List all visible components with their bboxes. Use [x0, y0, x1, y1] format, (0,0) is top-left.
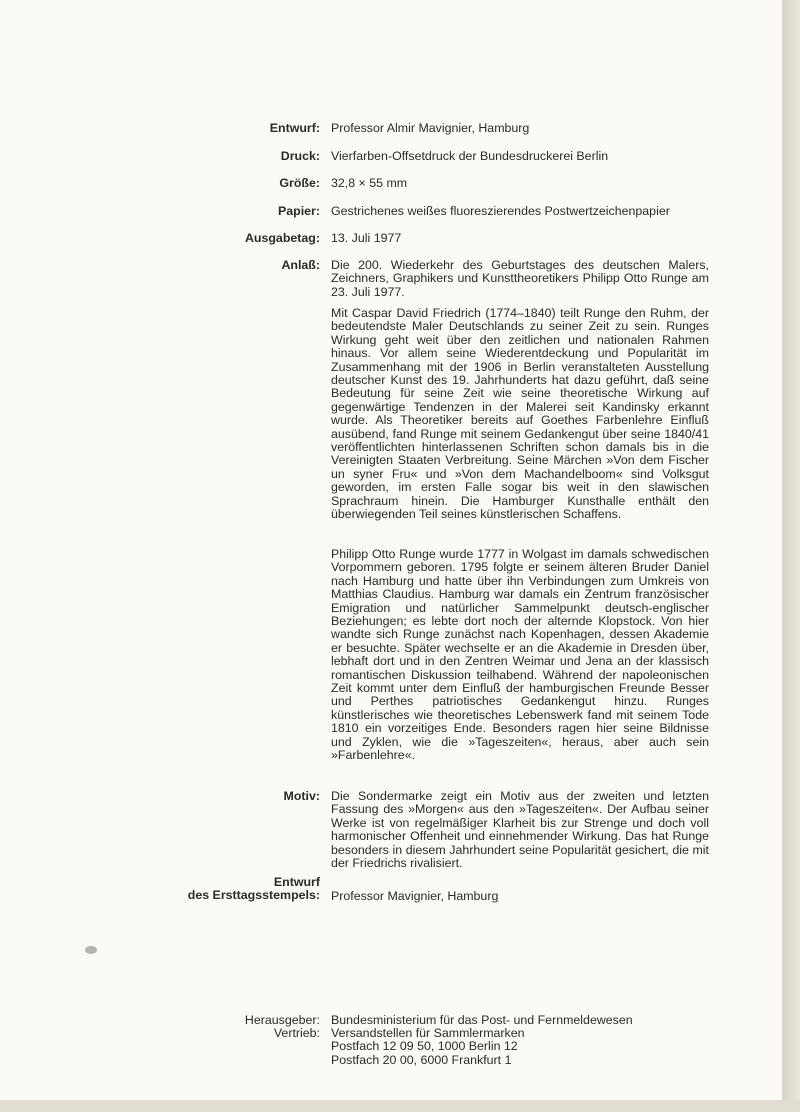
- footer-line: Postfach 12 09 50, 1000 Berlin 12: [331, 1039, 518, 1054]
- anlass-paragraph-1: Die 200. Wiederkehr des Geburtstages des deutschen Malers, Zeichners, Graphikers und Kunsttheoretikers Philipp Otto Runge am 23. Juli 1977.: [331, 258, 709, 299]
- field-label: Entwurf:: [269, 121, 320, 135]
- field-value: Professor Mavignier, Hamburg: [331, 889, 499, 903]
- ink-blot: [85, 946, 97, 954]
- footer-value: [331, 1027, 751, 1067]
- page-edge-right: [782, 0, 800, 1112]
- field-label-line1: Entwurf: [273, 875, 320, 889]
- field-value: Vierfarben-Offsetdruck der Bundesdruckerei Berlin: [331, 149, 609, 163]
- footer-line: Versandstellen für Sammlermarken: [331, 1026, 525, 1040]
- field-label: Motiv:: [283, 789, 320, 803]
- footer-value: Bundesministerium für das Post- und Fernmeldewesen: [331, 1013, 633, 1027]
- anlass-paragraph-2: Mit Caspar David Friedrich (1774–1840) teilt Runge den Ruhm, der bedeutendste Maler Deutschlands zu seiner Zeit zu sein. Runges Wirkung geht weit über den zeitlichen und nationalen Rahmen hinaus. Vor allem seine Wiederentdeckung und Popularität im Zusammenhang mit der 1906 in Berlin veranstalteten Ausstellung deutscher Kunst des 19. Jahrhunderts hat dazu geführt, daß seine Bedeutung für seine Zeit wie seine theoretische Wirkung auf gegenwärtige Tendenzen in der Malerei seit Kandinsky erkannt wurde. Als Theoretiker bereits auf Goethes Farbenlehre Einfluß ausübend, fand Runge mit seinem Gedankengut über seine 1840/41 veröffentlichten hinterlassenen Schriften schon damals bis in die Vereinigten Staaten Verbreitung. Seine Märchen »Von dem Fischer un syner Fru« und »Von dem Machandelboom« sind Volksgut geworden, im ersten Falle sogar bis weit in den slawischen Sprachraum hinein. Die Hamburger Kunsthalle enthält den überwiegenden Teil seines künstlerischen Schaffens.: [331, 306, 709, 522]
- footer-label: Vertrieb:: [273, 1026, 320, 1040]
- field-label: Ausgabetag:: [244, 231, 320, 245]
- field-value: Gestrichenes weißes fluoreszierendes Postwertzeichenpapier: [331, 204, 670, 218]
- field-value: Professor Almir Mavignier, Hamburg: [331, 121, 530, 135]
- field-value: 13. Juli 1977: [331, 231, 402, 245]
- footer-label: Herausgeber:: [244, 1013, 320, 1027]
- motiv-paragraph: Die Sondermarke zeigt ein Motiv aus der zweiten und letzten Fassung des »Morgen« aus den »Tageszeiten«. Der Aufbau seiner Werke ist von regelmäßiger Klarheit bis zur Strenge und doch voll harmonischer Offenheit und einnehmender Wirkung. Das hat Runge besonders in diesem Jahrhundert seine Popularität gesichert, die mit der Friedrichs rivalisiert.: [331, 789, 709, 871]
- field-label: Anlaß:: [281, 258, 320, 272]
- page-edge-bottom: [0, 1100, 800, 1112]
- field-label: Druck:: [280, 149, 320, 163]
- anlass-paragraph-3: Philipp Otto Runge wurde 1777 in Wolgast im damals schwedischen Vorpommern geboren. 1795 folgte er seinem älteren Bruder Daniel nach Hamburg und hatte über ihn Verbindungen zum Umkreis von Matthias Claudius. Hamburg war damals ein Zentrum französischer Emigration und natürlicher Sammelpunkt deutsch-englischer Beziehungen; es lebte dort noch der alternde Klopstock. Von hier wandte sich Runge zunächst nach Kopenhagen, dessen Akademie er besuchte. Später wechselte er an die Akademie in Dresden über, lebhaft dort und in den Zentren Weimar und Jena an der klassisch romantischen Diskussion teilhabend. Während der napoleonischen Zeit kommt unter dem Einfluß der hamburgischen Freunde Besser und Perthes patriotisches Gedankengut hinzu. Runges künstlerisches wie theoretisches Lebenswerk fand mit seinem Tode 1810 ein vorzeitiges Ende. Besonders ragen hier seine Bildnisse und Zyklen, wie die »Tageszeiten«, heraus, aber auch sein »Farbenlehre«.: [331, 547, 709, 763]
- field-label: [150, 876, 320, 903]
- field-label: Papier:: [277, 204, 320, 218]
- footer-line: Postfach 20 00, 6000 Frankfurt 1: [331, 1052, 512, 1067]
- field-label: Größe:: [279, 176, 320, 190]
- field-value: 32,8 × 55 mm: [331, 176, 408, 190]
- field-label-line2: des Ersttagsstempels:: [187, 888, 320, 903]
